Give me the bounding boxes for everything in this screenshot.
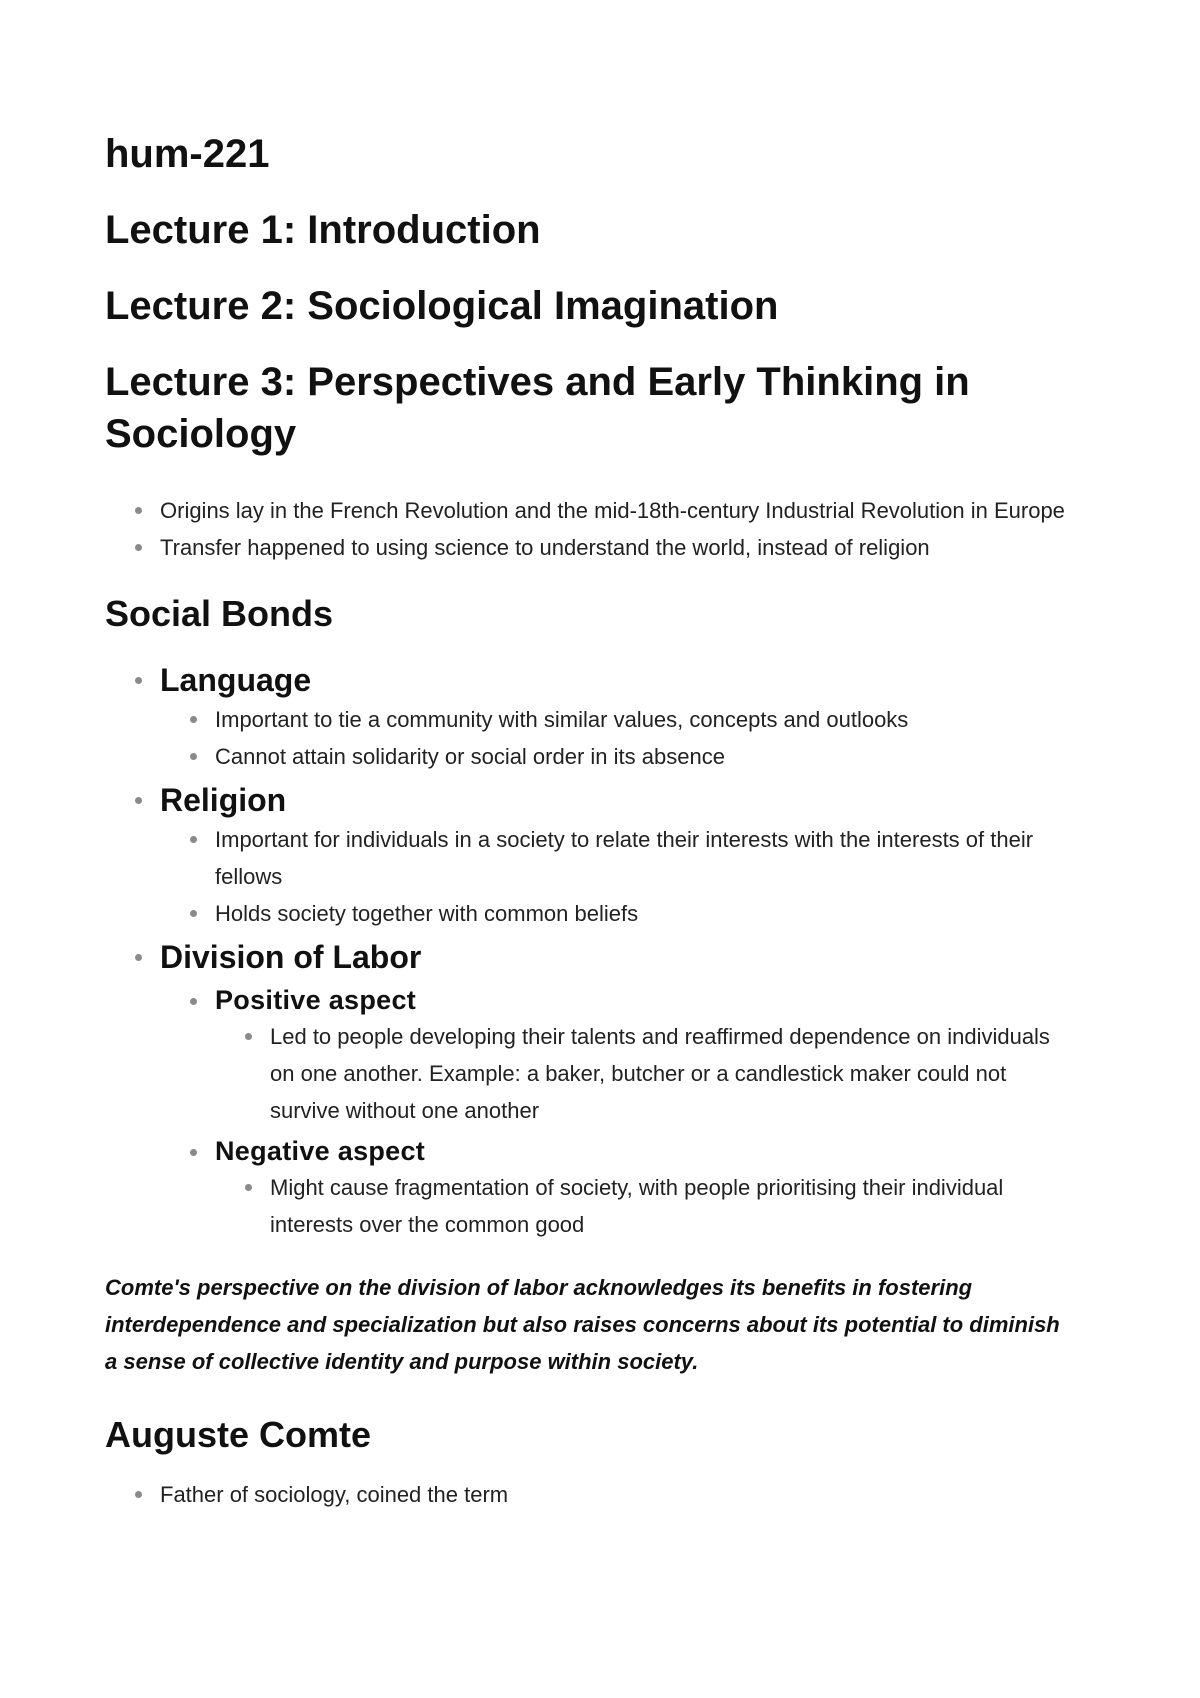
list-item xyxy=(270,1018,1070,1129)
list-item-language xyxy=(105,659,1105,775)
list-item-religion xyxy=(105,779,1105,932)
bullet-icon xyxy=(190,910,197,917)
social-bonds-heading: Social Bonds xyxy=(105,593,334,634)
list-item-negative-aspect xyxy=(215,1133,1105,1243)
bullet-icon xyxy=(135,797,142,804)
list-item xyxy=(105,1476,1105,1513)
negative-aspect-sublist xyxy=(270,1169,1070,1243)
list-item xyxy=(215,738,1105,775)
list-item-text: Cannot attain solidarity or social order in its absence xyxy=(215,744,725,769)
list-item-text: Important for individuals in a society to relate their interests with the interests of their fellows xyxy=(215,827,1034,889)
bullet-icon xyxy=(135,954,142,961)
religion-sublist xyxy=(215,821,1075,932)
list-item-text: Led to people developing their talents and reaffirmed dependence on individuals on one another. Example: a baker, butcher or a candlestick maker could not survive without one another xyxy=(270,1024,1050,1123)
list-item-text: Origins lay in the French Revolution and the mid-18th-century Industrial Revolution in Europe xyxy=(160,498,1065,523)
auguste-comte-heading: Auguste Comte xyxy=(105,1414,372,1455)
positive-aspect-sublist xyxy=(270,1018,1070,1129)
religion-heading: Religion xyxy=(160,782,287,818)
social-bonds-list xyxy=(105,659,1105,1243)
list-item-positive-aspect xyxy=(215,982,1105,1129)
list-item-text: Important to tie a community with similar values, concepts and outlooks xyxy=(215,707,909,732)
list-item xyxy=(215,821,1075,895)
list-item-text: Father of sociology, coined the term xyxy=(160,1482,509,1507)
negative-aspect-heading: Negative aspect xyxy=(215,1136,426,1166)
bullet-icon xyxy=(190,753,197,760)
bullet-icon xyxy=(135,507,142,514)
bullet-icon xyxy=(245,1184,252,1191)
list-item-text: Transfer happened to using science to understand the world, instead of religion xyxy=(160,535,930,560)
lecture-1-heading: Lecture 1: Introduction xyxy=(105,208,541,252)
list-item xyxy=(105,492,1080,529)
document-title: hum-221 xyxy=(105,132,270,176)
bullet-icon xyxy=(190,1149,197,1156)
bullet-icon xyxy=(135,544,142,551)
bullet-icon xyxy=(190,836,197,843)
list-item xyxy=(105,529,1105,566)
comte-list xyxy=(105,1476,1105,1513)
list-item-text: Holds society together with common beliefs xyxy=(215,901,639,926)
comte-summary: Comte's perspective on the division of labor acknowledges its benefits in fostering interdependence and specialization but also raises concerns about its potential to diminish a sense of collective identity and purpose within society. xyxy=(105,1275,1060,1374)
division-of-labor-heading: Division of Labor xyxy=(160,939,422,975)
language-sublist xyxy=(215,701,1105,775)
positive-aspect-heading: Positive aspect xyxy=(215,985,417,1015)
lecture-3-list xyxy=(105,492,1105,566)
list-item xyxy=(215,701,1105,738)
bullet-icon xyxy=(135,677,142,684)
lecture-2-heading: Lecture 2: Sociological Imagination xyxy=(105,284,779,328)
bullet-icon xyxy=(190,998,197,1005)
list-item xyxy=(215,895,1075,932)
list-item xyxy=(270,1169,1070,1243)
list-item-division-of-labor xyxy=(105,936,1105,1243)
lecture-3-heading: Lecture 3: Perspectives and Early Thinking in Sociology xyxy=(105,360,970,456)
document-page xyxy=(105,128,1105,1513)
bullet-icon xyxy=(135,1491,142,1498)
language-heading: Language xyxy=(160,662,312,698)
bullet-icon xyxy=(245,1033,252,1040)
list-item-text: Might cause fragmentation of society, with people prioritising their individual interests over the common good xyxy=(270,1175,1004,1237)
division-of-labor-sublist xyxy=(215,982,1105,1243)
bullet-icon xyxy=(190,716,197,723)
